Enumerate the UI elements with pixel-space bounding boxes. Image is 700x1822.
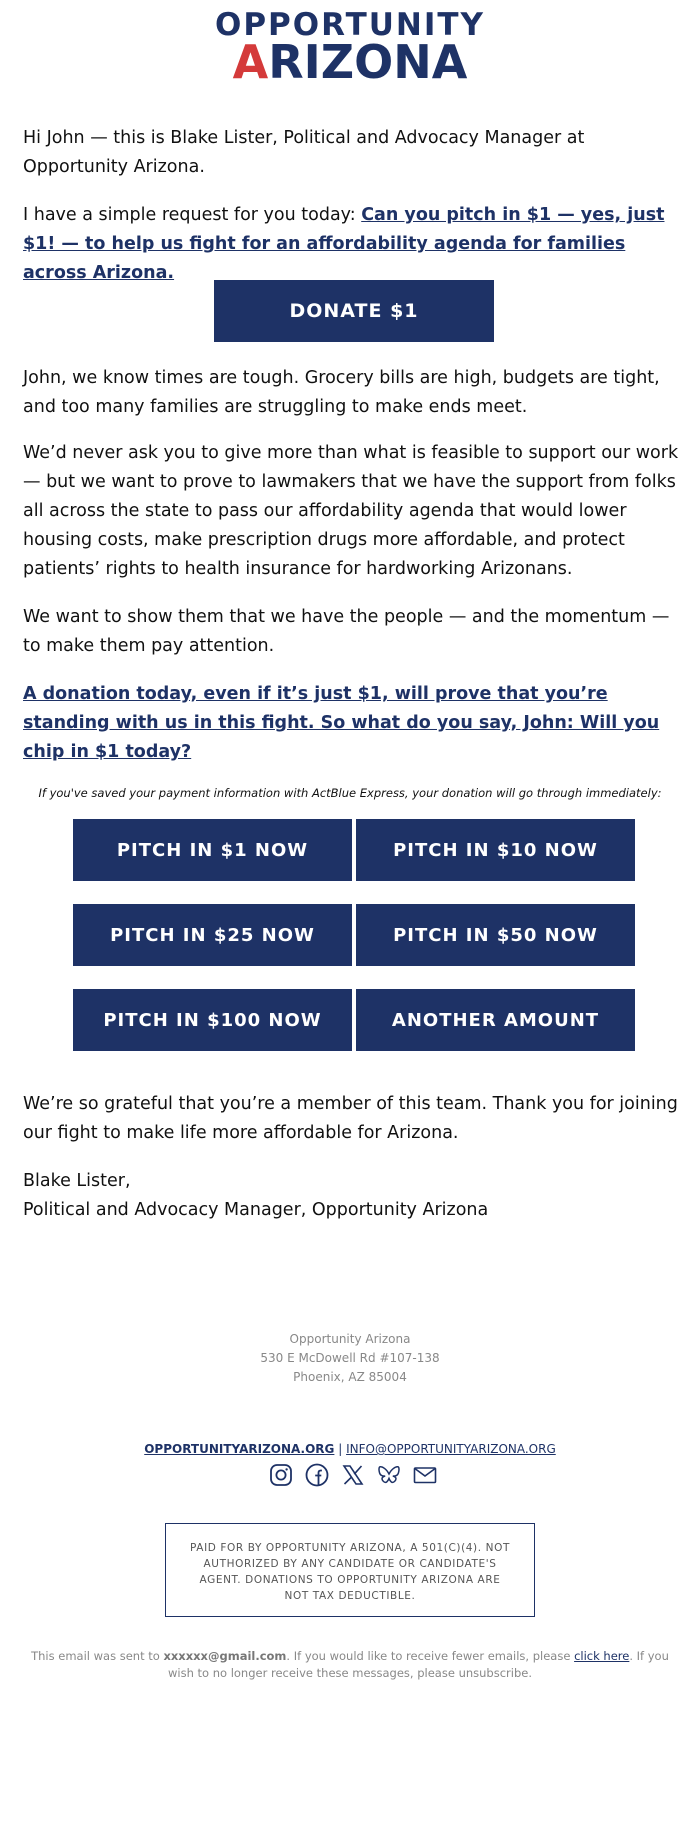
logo-rest: RIZONA [268,35,468,89]
grateful-text: We’re so grateful that you’re a member of this team. Thank you for joining our fight to make life more affordable for Arizona. [23,1094,678,1143]
paid-for-disclaimer: PAID FOR BY OPPORTUNITY ARIZONA, A 501(C)(4). NOT AUTHORIZED BY ANY CANDIDATE OR CANDIDATE'S AGENT. DONATIONS TO OPPORTUNITY ARIZONA ARE NOT TAX DEDUCTIBLE. [165,1523,535,1617]
footer-address [0,1330,700,1387]
pitch-100-button[interactable]: PITCH IN $100 NOW [73,989,352,1051]
donate-button[interactable]: DONATE $1 [214,280,494,342]
email-link[interactable]: INFO@OPPORTUNITYARIZONA.ORG [346,1442,556,1456]
logo-a-letter: A [232,35,269,89]
fewer-emails-link[interactable]: click here [574,1649,630,1663]
footer-city: Phoenix, AZ 85004 [293,1370,407,1384]
momentum-paragraph [23,603,679,661]
unsub-text-a: This email was sent to [31,1649,164,1663]
support-text: We’d never ask you to give more than what is feasible to support our work— but we want to prove to lawmakers that we have the support from folks all across the state to pass our affordability agenda that would lower housing costs, make prescription drugs more affordable, and protect patients’ rights to health insurance for hardworking Arizonans. [23,443,679,579]
logo-line-1: OPPORTUNITY [214,7,485,43]
grateful-paragraph [23,1090,679,1148]
link-separator: | [338,1442,343,1456]
intro-paragraph [23,124,679,182]
signature [23,1167,679,1225]
social-icons [268,1462,438,1488]
unsubscribe-notice [20,1648,680,1682]
tough-times-paragraph [23,364,679,422]
signature-name: Blake Lister, [23,1171,131,1191]
request-link[interactable]: Can you pitch in $1 — yes, just $1! — to help us fight for an affordability agenda for families across Arizona. [23,205,665,283]
pitch-50-button[interactable]: PITCH IN $50 NOW [356,904,635,966]
footer-org: Opportunity Arizona [289,1332,411,1346]
pitch-10-button[interactable]: PITCH IN $10 NOW [356,819,635,881]
mail-icon[interactable] [412,1462,438,1488]
intro-text: Hi John — this is Blake Lister, Political and Advocacy Manager at Opportunity Arizona. [23,128,585,177]
facebook-icon[interactable] [304,1462,330,1488]
website-link[interactable]: OPPORTUNITYARIZONA.ORG [144,1442,335,1456]
pitch-1-button[interactable]: PITCH IN $1 NOW [73,819,352,881]
support-paragraph [23,439,679,584]
request-lead: I have a simple request for you today: [23,205,362,225]
actblue-express-note: If you've saved your payment information with ActBlue Express, your donation will go through immediately: [38,786,662,800]
pitch-25-button[interactable]: PITCH IN $25 NOW [73,904,352,966]
bluesky-icon[interactable] [376,1462,402,1488]
logo-line-2 [0,35,700,89]
another-amount-button[interactable]: ANOTHER AMOUNT [356,989,635,1051]
tough-times-text: John, we know times are tough. Grocery bills are high, budgets are tight, and too many families are struggling to make ends meet. [23,368,660,417]
chip-in-link[interactable]: A donation today, even if it’s just $1, will prove that you’re standing with us in this fight. So what do you say, John: Will you chip in $1 today? [23,684,660,762]
recipient-email: xxxxxx@gmail.com [163,1649,287,1663]
x-icon[interactable] [340,1462,366,1488]
chip-in-paragraph [23,680,679,767]
signature-title: Political and Advocacy Manager, Opportunity Arizona [23,1200,489,1220]
footer-links [0,1442,700,1456]
momentum-text: We want to show them that we have the people — and the momentum — to make them pay attention. [23,607,670,656]
request-paragraph [23,201,679,288]
footer-street: 530 E McDowell Rd #107-138 [260,1351,440,1365]
instagram-icon[interactable] [268,1462,294,1488]
unsub-text-c: . If you wish to no longer receive these messages, please unsubscribe. [167,1649,669,1680]
opportunity-arizona-logo[interactable] [0,7,700,89]
unsub-text-b: . If you would like to receive fewer emails, please [286,1649,575,1663]
